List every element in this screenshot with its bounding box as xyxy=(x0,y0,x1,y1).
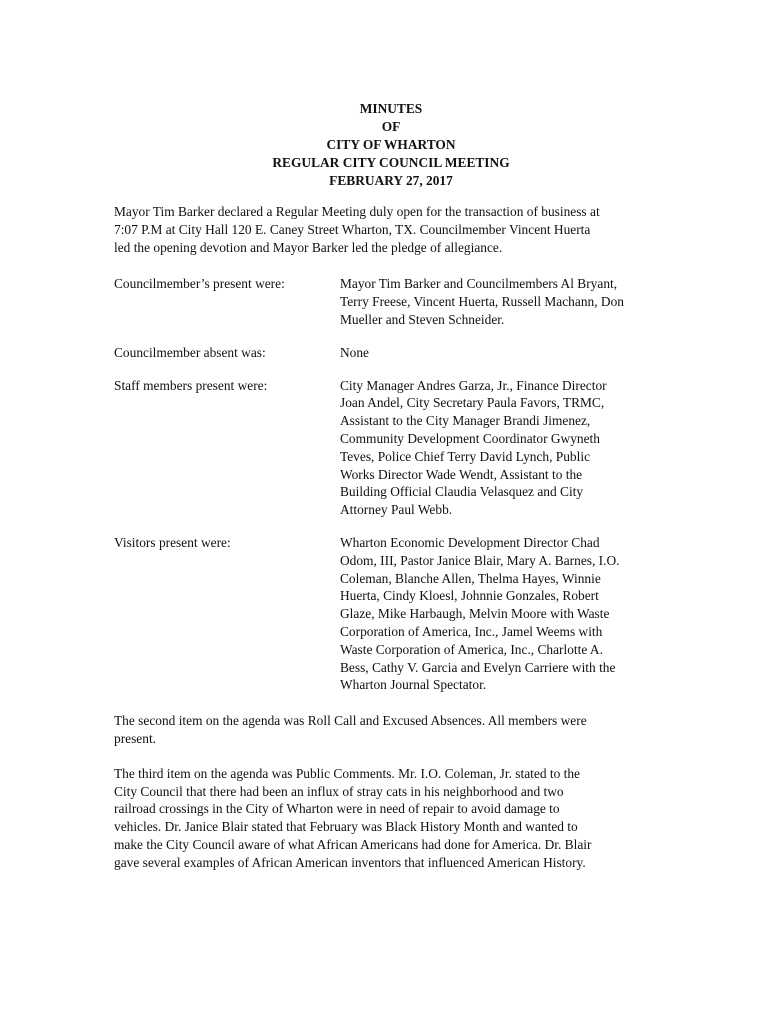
header-of: OF xyxy=(381,119,401,134)
attendance-value: Wharton Economic Development Director Chad Odom, III, Pastor Janice Blair, Mary A. Barnes, I.O. Coleman, Blanche Allen, Thelma Hayes, Winnie Huerta, Cindy Kloesl, Johnnie Gonzales, Robert Glaze, Mike Harbaugh, Melvin Moore with Waste Corporation of America, Inc., Jamel Weems with Waste Corporation of America, Inc., Charlotte A. Bess, Cathy V. Garcia and Evelyn Carriere with the Wharton Journal Spectator. xyxy=(340,534,620,693)
attendance-value: City Manager Andres Garza, Jr., Finance Director Joan Andel, City Secretary Paula Favors, TRMC, Assistant to the City Manager Brandi Jimenez, Community Development Coordinator Gwyneth Teves, Police Chief Terry David Lynch, Public Works Director Wade Wendt, Assistant to the Building Official Claudia Velasquez and City Attorney Paul Webb. xyxy=(340,377,607,518)
attendance-row-councilmember-absent xyxy=(114,344,666,362)
attendance-label: Councilmember absent was: xyxy=(114,344,266,360)
attendance-row-councilmembers-present xyxy=(114,275,666,328)
attendance-value: None xyxy=(340,344,370,360)
header-city: CITY OF WHARTON xyxy=(326,137,456,152)
header-date: FEBRUARY 27, 2017 xyxy=(329,173,453,188)
document-page xyxy=(114,100,666,872)
attendance-row-visitors-present xyxy=(114,534,666,694)
document-header xyxy=(114,100,668,190)
header-meeting-type: REGULAR CITY COUNCIL MEETING xyxy=(272,155,510,170)
second-item-paragraph: The second item on the agenda was Roll Call and Excused Absences. All members were present. xyxy=(114,713,587,746)
attendance-label: Staff members present were: xyxy=(114,377,268,393)
attendance-label: Councilmember’s present were: xyxy=(114,276,285,292)
attendance-label: Visitors present were: xyxy=(114,534,231,550)
third-item-paragraph: The third item on the agenda was Public Comments. Mr. I.O. Coleman, Jr. stated to the City Council that there had been an influx of stray cats in his neighborhood and two railroad crossings in the City of Wharton were in need of repair to avoid damage to vehicles. Dr. Janice Blair stated that February was Black History Month and wanted to make the City Council aware of what African Americans had done for America. Dr. Blair gave several examples of African American inventors that influenced American History. xyxy=(114,765,592,870)
intro-paragraph: Mayor Tim Barker declared a Regular Meeting duly open for the transaction of business at 7:07 P.M at City Hall 120 E. Caney Street Wharton, TX. Councilmember Vincent Huerta led the opening devotion and Mayor Barker led the pledge of allegiance. xyxy=(114,204,600,255)
header-minutes: MINUTES xyxy=(359,101,423,116)
attendance-value: Mayor Tim Barker and Councilmembers Al Bryant, Terry Freese, Vincent Huerta, Russell Machann, Don Mueller and Steven Schneider. xyxy=(340,276,624,327)
attendance-row-staff-present xyxy=(114,377,666,519)
